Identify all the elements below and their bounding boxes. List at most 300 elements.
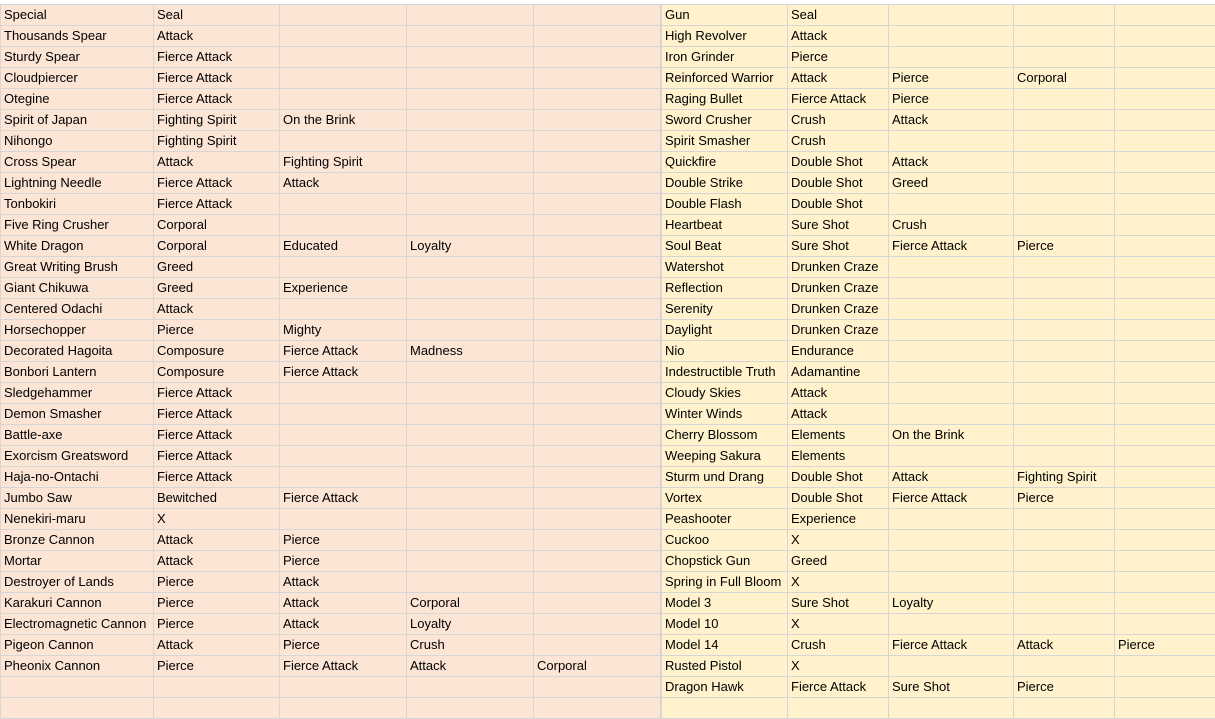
table-cell[interactable]: [154, 677, 280, 698]
table-cell[interactable]: Reinforced Warrior: [662, 68, 788, 89]
table-cell[interactable]: [534, 362, 661, 383]
table-cell[interactable]: Bewitched: [154, 488, 280, 509]
table-cell[interactable]: [1115, 614, 1215, 635]
table-cell[interactable]: Lightning Needle: [1, 173, 154, 194]
table-cell[interactable]: Double Strike: [662, 173, 788, 194]
table-cell[interactable]: [407, 467, 534, 488]
table-cell[interactable]: [280, 194, 407, 215]
table-cell[interactable]: Watershot: [662, 257, 788, 278]
table-cell[interactable]: Crush: [407, 635, 534, 656]
table-cell[interactable]: [534, 278, 661, 299]
table-cell[interactable]: [1115, 89, 1215, 110]
table-cell[interactable]: Pigeon Cannon: [1, 635, 154, 656]
table-cell[interactable]: Destroyer of Lands: [1, 572, 154, 593]
table-cell[interactable]: [1115, 488, 1215, 509]
table-cell[interactable]: Cherry Blossom: [662, 425, 788, 446]
table-cell[interactable]: Attack: [889, 110, 1014, 131]
table-cell[interactable]: Weeping Sakura: [662, 446, 788, 467]
table-cell[interactable]: Madness: [407, 341, 534, 362]
table-cell[interactable]: [534, 467, 661, 488]
table-cell[interactable]: Loyalty: [407, 614, 534, 635]
table-cell[interactable]: Sure Shot: [788, 593, 889, 614]
table-cell[interactable]: Double Shot: [788, 173, 889, 194]
table-cell[interactable]: [280, 257, 407, 278]
table-cell[interactable]: Fierce Attack: [154, 47, 280, 68]
table-cell[interactable]: On the Brink: [280, 110, 407, 131]
table-cell[interactable]: [534, 425, 661, 446]
table-cell[interactable]: [1014, 299, 1115, 320]
table-cell[interactable]: [1014, 173, 1115, 194]
table-cell[interactable]: [534, 509, 661, 530]
table-cell[interactable]: Cross Spear: [1, 152, 154, 173]
table-cell[interactable]: [280, 89, 407, 110]
table-cell[interactable]: [280, 446, 407, 467]
table-cell[interactable]: Spirit Smasher: [662, 131, 788, 152]
table-cell[interactable]: Crush: [788, 131, 889, 152]
table-cell[interactable]: Battle-axe: [1, 425, 154, 446]
table-cell[interactable]: [407, 698, 534, 719]
table-cell[interactable]: [280, 404, 407, 425]
table-cell[interactable]: Attack: [788, 68, 889, 89]
table-cell[interactable]: [889, 509, 1014, 530]
table-cell[interactable]: Corporal: [154, 236, 280, 257]
table-cell[interactable]: [1115, 320, 1215, 341]
table-cell[interactable]: Greed: [154, 257, 280, 278]
table-cell[interactable]: Attack: [154, 551, 280, 572]
table-cell[interactable]: [889, 698, 1014, 719]
table-cell[interactable]: Jumbo Saw: [1, 488, 154, 509]
table-cell[interactable]: [1014, 362, 1115, 383]
table-cell[interactable]: Seal: [154, 5, 280, 26]
table-cell[interactable]: Attack: [280, 614, 407, 635]
table-cell[interactable]: Pierce: [280, 551, 407, 572]
table-cell[interactable]: Fierce Attack: [788, 677, 889, 698]
table-cell[interactable]: Crush: [889, 215, 1014, 236]
table-cell[interactable]: [889, 656, 1014, 677]
table-cell[interactable]: [280, 26, 407, 47]
table-cell[interactable]: Spring in Full Bloom: [662, 572, 788, 593]
table-cell[interactable]: [889, 551, 1014, 572]
table-cell[interactable]: [534, 614, 661, 635]
table-cell[interactable]: [889, 320, 1014, 341]
table-cell[interactable]: [1115, 152, 1215, 173]
table-cell[interactable]: Crush: [788, 110, 889, 131]
table-cell[interactable]: [889, 404, 1014, 425]
table-cell[interactable]: Pierce: [1014, 488, 1115, 509]
table-cell[interactable]: [534, 110, 661, 131]
table-cell[interactable]: Sure Shot: [788, 215, 889, 236]
table-cell[interactable]: Sure Shot: [788, 236, 889, 257]
table-cell[interactable]: [1115, 362, 1215, 383]
table-cell[interactable]: Corporal: [1014, 68, 1115, 89]
table-cell[interactable]: Fierce Attack: [280, 656, 407, 677]
table-cell[interactable]: [1115, 572, 1215, 593]
table-cell[interactable]: [280, 215, 407, 236]
table-cell[interactable]: [407, 488, 534, 509]
table-cell[interactable]: Iron Grinder: [662, 47, 788, 68]
table-cell[interactable]: [1014, 152, 1115, 173]
table-cell[interactable]: [534, 572, 661, 593]
table-cell[interactable]: Pierce: [1014, 236, 1115, 257]
table-cell[interactable]: [1115, 446, 1215, 467]
table-cell[interactable]: [1115, 26, 1215, 47]
table-cell[interactable]: Spirit of Japan: [1, 110, 154, 131]
table-cell[interactable]: Reflection: [662, 278, 788, 299]
table-cell[interactable]: [534, 68, 661, 89]
table-cell[interactable]: Nio: [662, 341, 788, 362]
table-cell[interactable]: [407, 509, 534, 530]
table-cell[interactable]: [1115, 5, 1215, 26]
table-cell[interactable]: Drunken Craze: [788, 278, 889, 299]
table-cell[interactable]: [1014, 341, 1115, 362]
table-cell[interactable]: Experience: [788, 509, 889, 530]
table-cell[interactable]: Attack: [788, 383, 889, 404]
table-cell[interactable]: Gun: [662, 5, 788, 26]
table-cell[interactable]: [407, 299, 534, 320]
table-cell[interactable]: [1115, 110, 1215, 131]
table-cell[interactable]: Cloudy Skies: [662, 383, 788, 404]
table-cell[interactable]: Fierce Attack: [154, 173, 280, 194]
table-cell[interactable]: Nenekiri-maru: [1, 509, 154, 530]
table-cell[interactable]: [407, 425, 534, 446]
table-cell[interactable]: Fierce Attack: [154, 194, 280, 215]
table-cell[interactable]: [1115, 698, 1215, 719]
table-cell[interactable]: Haja-no-Ontachi: [1, 467, 154, 488]
table-cell[interactable]: [1014, 404, 1115, 425]
table-cell[interactable]: Model 14: [662, 635, 788, 656]
table-cell[interactable]: Attack: [407, 656, 534, 677]
table-cell[interactable]: [407, 320, 534, 341]
table-cell[interactable]: [1115, 656, 1215, 677]
table-cell[interactable]: [889, 530, 1014, 551]
table-cell[interactable]: Elements: [788, 446, 889, 467]
table-cell[interactable]: Attack: [889, 152, 1014, 173]
table-cell[interactable]: Greed: [889, 173, 1014, 194]
table-cell[interactable]: [407, 215, 534, 236]
table-cell[interactable]: [889, 446, 1014, 467]
table-cell[interactable]: [407, 551, 534, 572]
table-cell[interactable]: White Dragon: [1, 236, 154, 257]
table-cell[interactable]: Electromagnetic Cannon: [1, 614, 154, 635]
table-cell[interactable]: [1014, 110, 1115, 131]
table-cell[interactable]: Attack: [154, 299, 280, 320]
table-cell[interactable]: [280, 677, 407, 698]
table-cell[interactable]: Thousands Spear: [1, 26, 154, 47]
table-cell[interactable]: [1014, 131, 1115, 152]
table-cell[interactable]: [154, 698, 280, 719]
table-cell[interactable]: [407, 677, 534, 698]
table-cell[interactable]: [534, 677, 661, 698]
table-cell[interactable]: [407, 89, 534, 110]
table-cell[interactable]: X: [788, 656, 889, 677]
table-cell[interactable]: [1115, 236, 1215, 257]
table-cell[interactable]: [407, 257, 534, 278]
table-cell[interactable]: Fierce Attack: [889, 236, 1014, 257]
table-cell[interactable]: Attack: [154, 152, 280, 173]
table-cell[interactable]: [407, 152, 534, 173]
table-cell[interactable]: Attack: [280, 572, 407, 593]
table-cell[interactable]: [1014, 509, 1115, 530]
table-cell[interactable]: Fierce Attack: [154, 446, 280, 467]
table-cell[interactable]: [407, 530, 534, 551]
table-cell[interactable]: [1014, 215, 1115, 236]
table-cell[interactable]: [407, 68, 534, 89]
table-cell[interactable]: Pierce: [889, 89, 1014, 110]
table-cell[interactable]: [534, 383, 661, 404]
table-cell[interactable]: [534, 593, 661, 614]
table-cell[interactable]: Crush: [788, 635, 889, 656]
table-cell[interactable]: Soul Beat: [662, 236, 788, 257]
table-cell[interactable]: Pierce: [889, 68, 1014, 89]
table-cell[interactable]: Sword Crusher: [662, 110, 788, 131]
table-cell[interactable]: [407, 26, 534, 47]
table-cell[interactable]: Daylight: [662, 320, 788, 341]
table-cell[interactable]: [788, 698, 889, 719]
table-cell[interactable]: Chopstick Gun: [662, 551, 788, 572]
table-cell[interactable]: Bonbori Lantern: [1, 362, 154, 383]
table-cell[interactable]: [407, 446, 534, 467]
table-cell[interactable]: Fierce Attack: [889, 488, 1014, 509]
table-cell[interactable]: Endurance: [788, 341, 889, 362]
table-cell[interactable]: [1115, 530, 1215, 551]
table-cell[interactable]: Double Shot: [788, 152, 889, 173]
table-cell[interactable]: [407, 383, 534, 404]
table-cell[interactable]: Fierce Attack: [280, 341, 407, 362]
table-cell[interactable]: Karakuri Cannon: [1, 593, 154, 614]
table-cell[interactable]: [407, 278, 534, 299]
table-cell[interactable]: [407, 47, 534, 68]
table-cell[interactable]: [1014, 593, 1115, 614]
table-cell[interactable]: [889, 362, 1014, 383]
table-cell[interactable]: Drunken Craze: [788, 299, 889, 320]
table-cell[interactable]: Composure: [154, 362, 280, 383]
table-cell[interactable]: [889, 194, 1014, 215]
table-cell[interactable]: [1115, 278, 1215, 299]
table-cell[interactable]: [889, 614, 1014, 635]
table-cell[interactable]: Fighting Spirit: [1014, 467, 1115, 488]
table-cell[interactable]: Pierce: [1115, 635, 1215, 656]
table-cell[interactable]: [407, 131, 534, 152]
table-cell[interactable]: Winter Winds: [662, 404, 788, 425]
table-cell[interactable]: [1115, 677, 1215, 698]
table-cell[interactable]: X: [788, 572, 889, 593]
table-cell[interactable]: Fierce Attack: [280, 488, 407, 509]
table-cell[interactable]: [889, 26, 1014, 47]
table-cell[interactable]: Demon Smasher: [1, 404, 154, 425]
table-cell[interactable]: [534, 698, 661, 719]
table-cell[interactable]: [1115, 467, 1215, 488]
table-cell[interactable]: Double Shot: [788, 467, 889, 488]
table-cell[interactable]: [280, 68, 407, 89]
table-cell[interactable]: Corporal: [154, 215, 280, 236]
table-cell[interactable]: [407, 404, 534, 425]
table-cell[interactable]: [1115, 341, 1215, 362]
table-cell[interactable]: [534, 173, 661, 194]
table-cell[interactable]: [407, 173, 534, 194]
table-cell[interactable]: Horsechopper: [1, 320, 154, 341]
table-cell[interactable]: Fierce Attack: [154, 425, 280, 446]
table-cell[interactable]: [889, 131, 1014, 152]
table-cell[interactable]: [1115, 47, 1215, 68]
table-cell[interactable]: [534, 47, 661, 68]
table-cell[interactable]: [1014, 425, 1115, 446]
table-cell[interactable]: [534, 320, 661, 341]
table-cell[interactable]: [280, 698, 407, 719]
table-cell[interactable]: [1014, 698, 1115, 719]
table-cell[interactable]: Loyalty: [407, 236, 534, 257]
table-cell[interactable]: [534, 194, 661, 215]
table-cell[interactable]: Raging Bullet: [662, 89, 788, 110]
table-cell[interactable]: [1115, 257, 1215, 278]
table-cell[interactable]: [1014, 5, 1115, 26]
table-cell[interactable]: Pierce: [154, 572, 280, 593]
table-cell[interactable]: Pheonix Cannon: [1, 656, 154, 677]
table-cell[interactable]: [534, 551, 661, 572]
table-cell[interactable]: [280, 47, 407, 68]
table-cell[interactable]: Special: [1, 5, 154, 26]
table-cell[interactable]: [1014, 278, 1115, 299]
table-cell[interactable]: [280, 467, 407, 488]
table-cell[interactable]: Attack: [788, 404, 889, 425]
table-cell[interactable]: Attack: [1014, 635, 1115, 656]
table-cell[interactable]: Pierce: [154, 320, 280, 341]
table-cell[interactable]: Fighting Spirit: [154, 131, 280, 152]
table-cell[interactable]: Vortex: [662, 488, 788, 509]
table-cell[interactable]: [1115, 551, 1215, 572]
table-cell[interactable]: [280, 5, 407, 26]
table-cell[interactable]: [1014, 446, 1115, 467]
table-cell[interactable]: Mighty: [280, 320, 407, 341]
table-cell[interactable]: Attack: [280, 593, 407, 614]
table-cell[interactable]: Seal: [788, 5, 889, 26]
table-cell[interactable]: High Revolver: [662, 26, 788, 47]
table-cell[interactable]: Elements: [788, 425, 889, 446]
table-cell[interactable]: [889, 341, 1014, 362]
table-cell[interactable]: Attack: [154, 635, 280, 656]
table-cell[interactable]: Fierce Attack: [889, 635, 1014, 656]
table-cell[interactable]: Nihongo: [1, 131, 154, 152]
table-cell[interactable]: [280, 383, 407, 404]
table-cell[interactable]: [1014, 530, 1115, 551]
table-cell[interactable]: Otegine: [1, 89, 154, 110]
table-cell[interactable]: Pierce: [788, 47, 889, 68]
table-cell[interactable]: Heartbeat: [662, 215, 788, 236]
table-cell[interactable]: Indestructible Truth: [662, 362, 788, 383]
table-cell[interactable]: Mortar: [1, 551, 154, 572]
table-cell[interactable]: [534, 404, 661, 425]
table-cell[interactable]: [1014, 383, 1115, 404]
table-cell[interactable]: [534, 5, 661, 26]
table-cell[interactable]: Tonbokiri: [1, 194, 154, 215]
table-cell[interactable]: Cloudpiercer: [1, 68, 154, 89]
table-cell[interactable]: [534, 488, 661, 509]
table-cell[interactable]: Educated: [280, 236, 407, 257]
table-cell[interactable]: Great Writing Brush: [1, 257, 154, 278]
table-cell[interactable]: [534, 89, 661, 110]
table-cell[interactable]: X: [154, 509, 280, 530]
table-cell[interactable]: X: [788, 530, 889, 551]
table-cell[interactable]: [1, 677, 154, 698]
table-cell[interactable]: Drunken Craze: [788, 257, 889, 278]
table-cell[interactable]: Exorcism Greatsword: [1, 446, 154, 467]
table-cell[interactable]: Fierce Attack: [154, 404, 280, 425]
table-cell[interactable]: Greed: [788, 551, 889, 572]
table-cell[interactable]: Model 3: [662, 593, 788, 614]
table-cell[interactable]: [1014, 551, 1115, 572]
table-cell[interactable]: [889, 572, 1014, 593]
table-cell[interactable]: Quickfire: [662, 152, 788, 173]
table-cell[interactable]: Pierce: [280, 530, 407, 551]
table-cell[interactable]: Decorated Hagoita: [1, 341, 154, 362]
table-cell[interactable]: Fierce Attack: [154, 89, 280, 110]
table-cell[interactable]: [889, 47, 1014, 68]
table-cell[interactable]: [889, 278, 1014, 299]
table-cell[interactable]: Sturdy Spear: [1, 47, 154, 68]
table-cell[interactable]: [534, 635, 661, 656]
table-cell[interactable]: [534, 530, 661, 551]
table-cell[interactable]: Cuckoo: [662, 530, 788, 551]
table-cell[interactable]: Sturm und Drang: [662, 467, 788, 488]
table-cell[interactable]: Pierce: [154, 656, 280, 677]
table-cell[interactable]: [534, 257, 661, 278]
table-cell[interactable]: Bronze Cannon: [1, 530, 154, 551]
table-cell[interactable]: Fierce Attack: [280, 362, 407, 383]
table-cell[interactable]: Centered Odachi: [1, 299, 154, 320]
table-cell[interactable]: [1115, 299, 1215, 320]
table-cell[interactable]: [1115, 509, 1215, 530]
table-cell[interactable]: Corporal: [407, 593, 534, 614]
table-cell[interactable]: Pierce: [154, 593, 280, 614]
table-cell[interactable]: [280, 131, 407, 152]
table-cell[interactable]: [280, 509, 407, 530]
table-cell[interactable]: [280, 299, 407, 320]
table-cell[interactable]: [1115, 173, 1215, 194]
table-cell[interactable]: [889, 383, 1014, 404]
table-cell[interactable]: Pierce: [280, 635, 407, 656]
table-cell[interactable]: [407, 572, 534, 593]
table-cell[interactable]: [407, 110, 534, 131]
table-cell[interactable]: Sledgehammer: [1, 383, 154, 404]
table-cell[interactable]: Double Shot: [788, 488, 889, 509]
table-cell[interactable]: Double Flash: [662, 194, 788, 215]
table-cell[interactable]: [1115, 215, 1215, 236]
table-cell[interactable]: Dragon Hawk: [662, 677, 788, 698]
table-cell[interactable]: [534, 236, 661, 257]
table-cell[interactable]: Five Ring Crusher: [1, 215, 154, 236]
table-cell[interactable]: Rusted Pistol: [662, 656, 788, 677]
table-cell[interactable]: [1115, 194, 1215, 215]
table-cell[interactable]: [534, 152, 661, 173]
table-cell[interactable]: [1014, 572, 1115, 593]
table-cell[interactable]: [1014, 47, 1115, 68]
table-cell[interactable]: Experience: [280, 278, 407, 299]
table-cell[interactable]: Loyalty: [889, 593, 1014, 614]
table-cell[interactable]: [889, 5, 1014, 26]
table-cell[interactable]: Pierce: [1014, 677, 1115, 698]
table-cell[interactable]: [534, 131, 661, 152]
table-cell[interactable]: Corporal: [534, 656, 661, 677]
table-cell[interactable]: Adamantine: [788, 362, 889, 383]
table-cell[interactable]: Double Shot: [788, 194, 889, 215]
table-cell[interactable]: [1014, 89, 1115, 110]
table-cell[interactable]: Peashooter: [662, 509, 788, 530]
table-cell[interactable]: [1014, 194, 1115, 215]
table-cell[interactable]: [534, 446, 661, 467]
table-cell[interactable]: Fierce Attack: [154, 68, 280, 89]
table-cell[interactable]: Fighting Spirit: [280, 152, 407, 173]
table-cell[interactable]: Sure Shot: [889, 677, 1014, 698]
table-cell[interactable]: [1014, 257, 1115, 278]
